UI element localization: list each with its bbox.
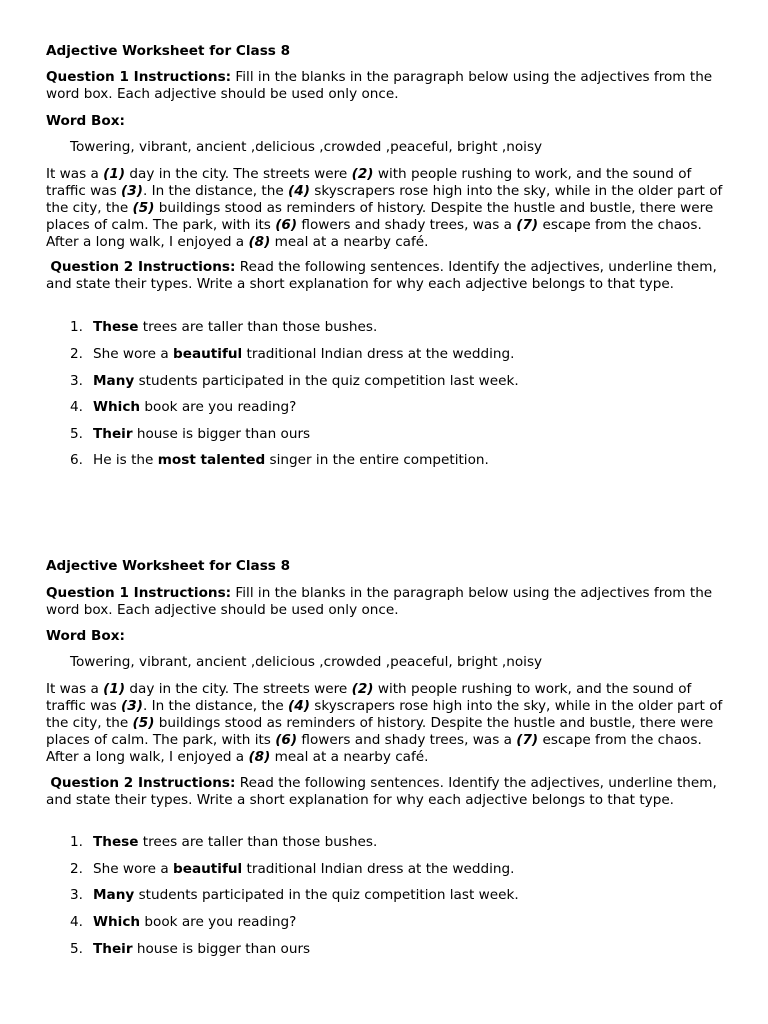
list-item: 2. She wore a beautiful traditional Indian dress at the wedding. xyxy=(70,346,515,362)
question-1-label: Question 1 Instructions: xyxy=(46,585,232,601)
list-item: 4. Which book are you reading? xyxy=(70,914,297,930)
word-box-words: Towering, vibrant, ancient ,delicious ,crowded ,peaceful, bright ,noisy xyxy=(70,139,543,155)
list-item: 2. She wore a beautiful traditional Indian dress at the wedding. xyxy=(70,861,515,877)
blank-2: (2) xyxy=(351,681,374,697)
question-2-instructions xyxy=(46,259,726,293)
blank-1: (1) xyxy=(103,166,126,182)
list-item: 4. Which book are you reading? xyxy=(70,399,297,415)
blank-4: (4) xyxy=(288,698,310,714)
blank-8: (8) xyxy=(248,749,271,765)
blank-6: (6) xyxy=(275,217,298,233)
blank-4: (4) xyxy=(288,183,310,199)
question-1-label: Question 1 Instructions: xyxy=(46,69,232,85)
list-item: 5. Their house is bigger than ours xyxy=(70,941,311,957)
question-1-text: Fill in the blanks in the paragraph below using the adjectives from the word box. Each adjective should be used only once. xyxy=(46,69,713,102)
blank-5: (5) xyxy=(132,715,155,731)
blank-3: (3) xyxy=(121,698,143,714)
worksheet-title: Adjective Worksheet for Class 8 xyxy=(46,558,291,574)
question-2-text: Read the following sentences. Identify the adjectives, underline them, and state their types. Write a short explanation for why each adjective belongs to that type. xyxy=(46,775,717,808)
list-item: 3. Many students participated in the quiz competition last week. xyxy=(70,887,519,903)
fill-blank-paragraph: It was a (1) day in the city. The streets were (2) with people rushing to work, and the sound of traffic was (3). In the distance, the (4) skyscrapers rose high into the sky, while in the older part of the city, the (5) buildings stood as reminders of history. Despite the hustle and bustle, there were places of calm. The park, with its (6) flowers and shady trees, was a (7) escape from the chaos. After a long walk, I enjoyed a (8) meal at a nearby café. xyxy=(46,166,723,250)
list-item: 5. Their house is bigger than ours xyxy=(70,426,311,442)
list-item: 1. These trees are taller than those bushes. xyxy=(70,319,378,335)
question-2-label: Question 2 Instructions: xyxy=(50,775,236,791)
blank-7: (7) xyxy=(516,732,539,748)
list-item: 6. He is the most talented singer in the entire competition. xyxy=(70,452,489,468)
blank-2: (2) xyxy=(351,166,374,182)
blank-3: (3) xyxy=(121,183,143,199)
question-2-instructions xyxy=(46,775,726,809)
word-box-label: Word Box: xyxy=(46,628,125,644)
fill-blank-paragraph: It was a (1) day in the city. The streets were (2) with people rushing to work, and the sound of traffic was (3). In the distance, the (4) skyscrapers rose high into the sky, while in the older part of the city, the (5) buildings stood as reminders of history. Despite the hustle and bustle, there were places of calm. The park, with its (6) flowers and shady trees, was a (7) escape from the chaos. After a long walk, I enjoyed a (8) meal at a nearby café. xyxy=(46,681,723,765)
blank-5: (5) xyxy=(132,200,155,216)
word-box-label: Word Box: xyxy=(46,113,125,129)
blank-6: (6) xyxy=(275,732,298,748)
worksheet-title: Adjective Worksheet for Class 8 xyxy=(46,43,291,59)
question-1-instructions xyxy=(46,69,726,103)
question-2-label: Question 2 Instructions: xyxy=(50,259,236,275)
blank-7: (7) xyxy=(516,217,539,233)
list-item: 1. These trees are taller than those bushes. xyxy=(70,834,378,850)
blank-1: (1) xyxy=(103,681,126,697)
question-1-instructions xyxy=(46,585,726,619)
question-2-text: Read the following sentences. Identify the adjectives, underline them, and state their types. Write a short explanation for why each adjective belongs to that type. xyxy=(46,259,717,292)
list-item: 3. Many students participated in the quiz competition last week. xyxy=(70,373,519,389)
blank-8: (8) xyxy=(248,234,271,250)
word-box-words: Towering, vibrant, ancient ,delicious ,crowded ,peaceful, bright ,noisy xyxy=(70,654,543,670)
question-1-text: Fill in the blanks in the paragraph below using the adjectives from the word box. Each adjective should be used only once. xyxy=(46,585,713,618)
